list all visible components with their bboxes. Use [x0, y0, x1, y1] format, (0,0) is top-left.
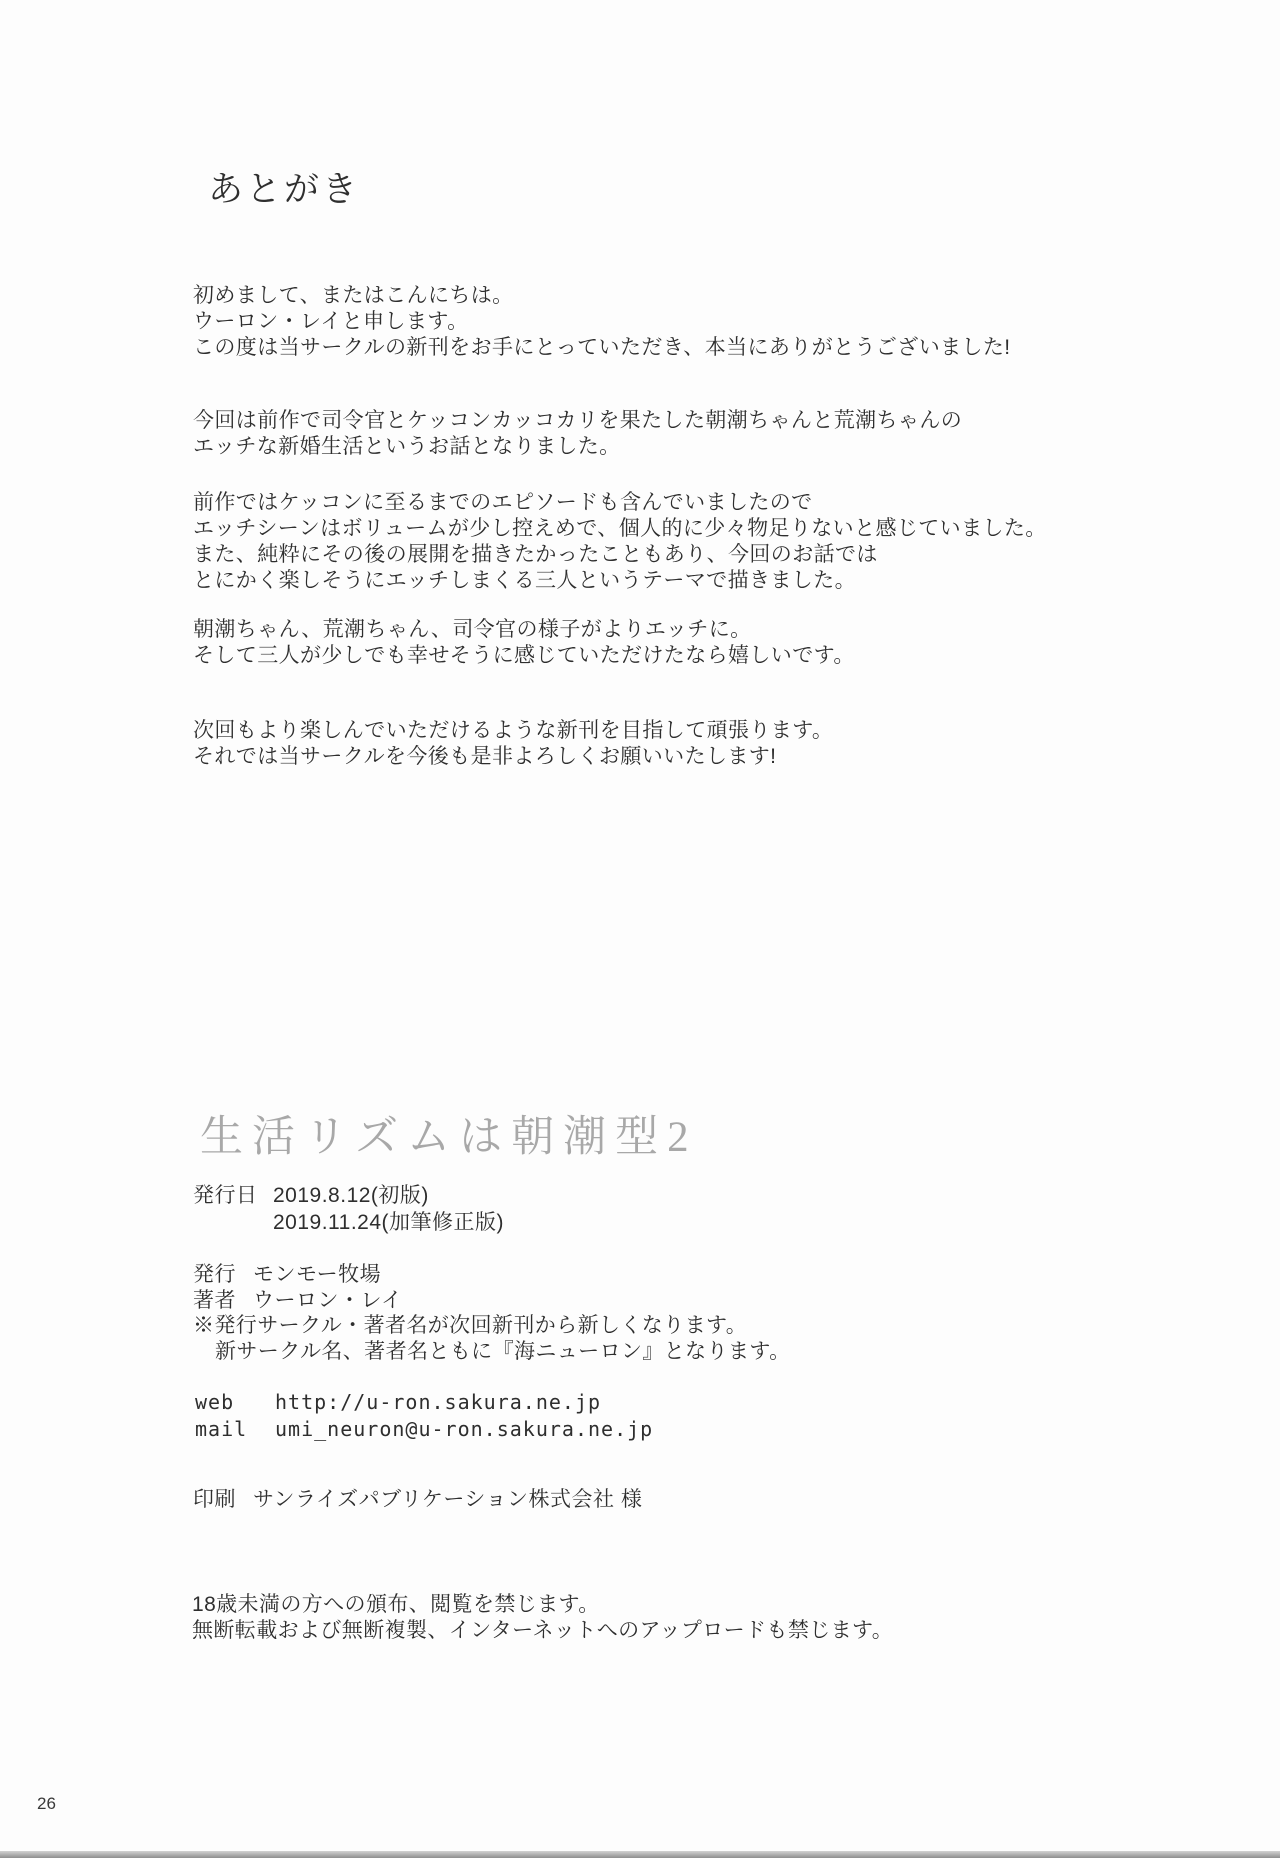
publish-date-revised: 2019.11.24(加筆修正版)	[273, 1211, 505, 1234]
mail-label: mail	[195, 1417, 248, 1441]
paragraph-line: 次回もより楽しんでいただけるような新刊を目指して頑張ります。	[193, 719, 834, 742]
afterword-paragraph	[193, 490, 1047, 594]
colophon-mail-row	[195, 1416, 653, 1442]
paragraph-line: とにかく楽しそうにエッチしまくる三人というテーマで描きました。	[193, 569, 856, 592]
rename-note-2: 新サークル名、著者名ともに『海ニューロン』となります。	[215, 1340, 791, 1363]
page-number: 26	[37, 1794, 56, 1813]
paragraph-line: また、純粋にその後の展開を描きたかったこともあり、今回のお話では	[193, 543, 878, 566]
paragraph-line: 初めまして、またはこんにちは。	[193, 284, 514, 307]
printer-name: サンライズパブリケーション株式会社 様	[253, 1488, 643, 1511]
colophon-publisher-row	[193, 1262, 381, 1288]
web-url: http://u-ron.sakura.ne.jp	[275, 1390, 602, 1414]
notice-block	[192, 1592, 893, 1644]
web-label: web	[195, 1390, 235, 1414]
publish-date-label-spacer	[193, 1210, 273, 1236]
author-name: ウーロン・レイ	[253, 1289, 403, 1312]
paragraph-line: この度は当サークルの新刊をお手にとっていただき、本当にありがとうございました!	[193, 336, 1011, 359]
rename-note-1: ※発行サークル・著者名が次回新刊から新しくなります。	[193, 1314, 748, 1337]
author-label: 著者	[193, 1289, 236, 1312]
afterword-title: あとがき	[208, 170, 361, 209]
colophon-publish-date-revised-row	[193, 1210, 504, 1236]
afterword-paragraph	[193, 408, 962, 460]
paragraph-line: それでは当サークルを今後も是非よろしくお願いいたします!	[193, 745, 777, 768]
colophon-author-row	[193, 1288, 402, 1314]
colophon-book-title: 生活リズムは朝潮型2	[200, 1114, 698, 1161]
paragraph-line: エッチシーンはボリュームが少し控えめで、個人的に少々物足りないと感じていました。	[193, 517, 1047, 540]
publisher-name: モンモー牧場	[253, 1263, 382, 1286]
afterword-paragraph	[193, 617, 855, 669]
colophon-printer-row	[193, 1487, 642, 1513]
publish-date-first: 2019.8.12(初版)	[273, 1184, 429, 1207]
paragraph-line: ウーロン・レイと申します。	[193, 310, 469, 333]
paragraph-line: 今回は前作で司令官とケッコンカッコカリを果たした朝潮ちゃんと荒潮ちゃんの	[193, 409, 963, 432]
paragraph-line: そして三人が少しでも幸せそうに感じていただけたなら嬉しいです。	[193, 644, 855, 667]
mail-address: umi_neuron@u-ron.sakura.ne.jp	[275, 1417, 654, 1441]
paragraph-line: 朝潮ちゃん、荒潮ちゃん、司令官の様子がよりエッチに。	[193, 618, 752, 641]
afterword-paragraph	[193, 718, 833, 770]
publisher-label: 発行	[193, 1263, 236, 1286]
printer-label: 印刷	[193, 1488, 236, 1511]
paragraph-line: 前作ではケッコンに至るまでのエピソードも含んでいましたので	[193, 491, 813, 514]
notice-line: 18歳未満の方への頒布、閲覧を禁じます。	[192, 1593, 600, 1616]
scan-bottom-edge	[0, 1851, 1280, 1858]
colophon-web-row	[195, 1389, 601, 1415]
notice-line: 無断転載および無断複製、インターネットへのアップロードも禁じます。	[192, 1619, 894, 1642]
colophon-publish-date-row	[193, 1183, 429, 1209]
paragraph-line: エッチな新婚生活というお話となりました。	[193, 435, 621, 458]
afterword-paragraph	[193, 283, 1011, 361]
publish-date-label: 発行日	[193, 1184, 258, 1207]
